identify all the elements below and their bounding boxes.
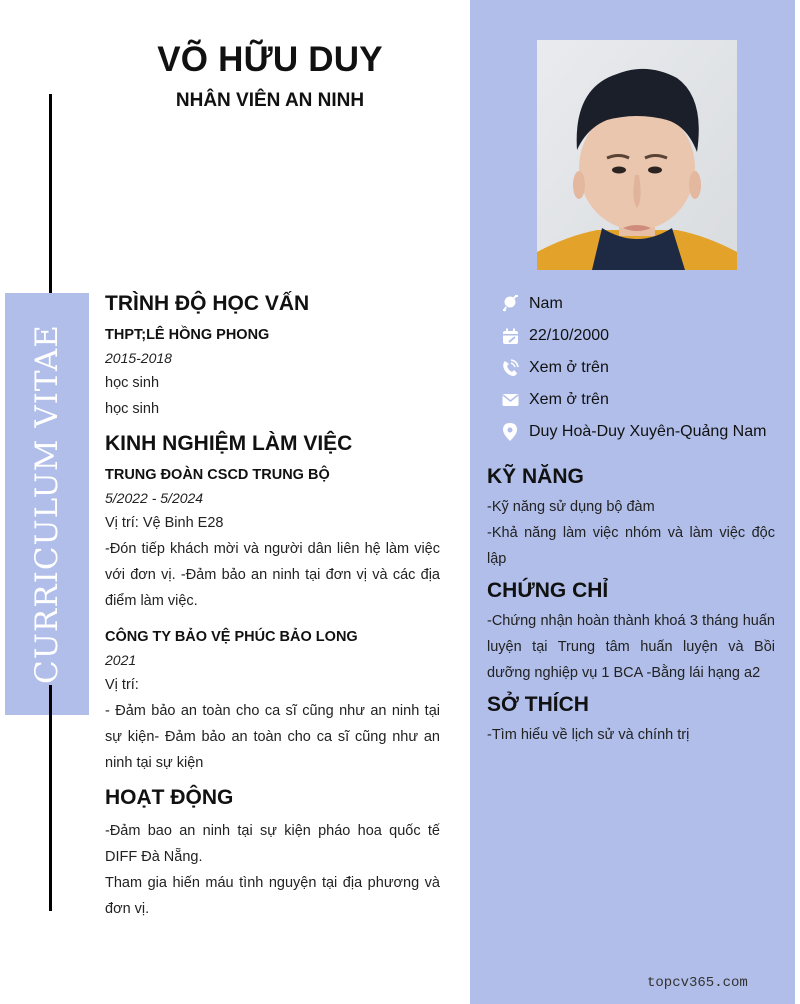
gender-value: Nam [529,295,563,312]
watermark: topcv365.com [647,975,748,991]
certificate-text: -Chứng nhận hoàn thành khoá 3 tháng huấn luyện tại Trung tâm huấn luyện và Bồi dưỡng nghiệp vụ 1 BCA -Bằng lái hạng a2 [487,613,775,681]
hobby-item: -Tìm hiểu về lịch sử và chính trị [487,727,690,743]
portrait-illustration [537,40,737,270]
profile-photo [537,40,737,270]
hobbies-title: SỞ THÍCH [487,693,589,716]
experience-item [105,626,440,776]
experience-position: Vị trí: [105,677,139,693]
school-name: THPT;LÊ HỒNG PHONG [105,327,270,343]
decorative-line-top [49,94,52,294]
contact-phone [500,352,790,384]
spacer [105,614,440,626]
hobbies-section [487,690,775,748]
company-name: TRUNG ĐOÀN CSCD TRUNG BỘ [105,467,330,483]
skill-item: -Kỹ năng sử dụng bộ đàm [487,499,655,515]
contact-gender [500,288,790,320]
spacer [105,422,440,430]
location-icon [500,422,520,442]
experience-description: - Đảm bảo an toàn cho ca sĩ cũng như an ninh tại sự kiện- Đảm bảo an toàn cho ca sĩ cũng như an ninh tại sự kiện [105,703,440,771]
address-value: Duy Hoà-Duy Xuyên-Quảng Nam [529,423,767,440]
contact-birthday [500,320,790,352]
email-icon [500,390,520,410]
experience-title: KINH NGHIỆM LÀM VIỆC [105,432,353,455]
experience-period: 2021 [105,652,137,668]
contact-info [500,288,790,448]
experience-period: 5/2022 - 5/2024 [105,490,204,506]
spacer [105,776,440,784]
main-column [105,290,440,922]
experience-item [105,464,440,614]
certificates-title: CHỨNG CHỈ [487,579,609,602]
calendar-icon [500,326,520,346]
activity-line: Tham gia hiến máu tình nguyện tại địa phương và đơn vị. [105,875,440,917]
education-detail: học sinh [105,401,160,417]
activities-title: HOẠT ĐỘNG [105,786,234,809]
skills-title: KỸ NĂNG [487,465,584,488]
certificates-section [487,576,775,686]
cv-label-text: CURRICULUM VITAE [29,324,65,684]
email-value: Xem ở trên [529,391,609,408]
company-name: CÔNG TY BẢO VỆ PHÚC BẢO LONG [105,629,358,645]
experience-description: -Đón tiếp khách mời và người dân liên hệ làm việc với đơn vị. -Đảm bảo an ninh tại đơn vị và các địa điểm làm việc. [105,541,440,609]
experience-section [105,430,440,776]
decorative-line-bottom [49,685,52,911]
contact-email [500,384,790,416]
activities-section [105,784,440,922]
cv-vertical-label [5,293,89,715]
education-period: 2015-2018 [105,350,172,366]
candidate-name: VÕ HỮU DUY [157,40,383,79]
contact-address [500,416,790,448]
phone-value: Xem ở trên [529,359,609,376]
job-title: NHÂN VIÊN AN NINH [175,90,365,111]
skill-item: -Khả năng làm việc nhóm và làm việc độc lập [487,525,775,567]
phone-icon [500,358,520,378]
right-column [487,462,775,748]
gender-icon [500,294,520,314]
skills-section [487,462,775,572]
education-detail: học sinh [105,375,160,391]
education-section [105,290,440,422]
birthday-value: 22/10/2000 [529,327,610,344]
education-title: TRÌNH ĐỘ HỌC VẤN [105,292,310,315]
experience-position: Vị trí: Vệ Binh E28 [105,515,224,531]
activity-line: -Đảm bao an ninh tại sự kiện pháo hoa quốc tế DIFF Đà Nẵng. [105,823,440,865]
